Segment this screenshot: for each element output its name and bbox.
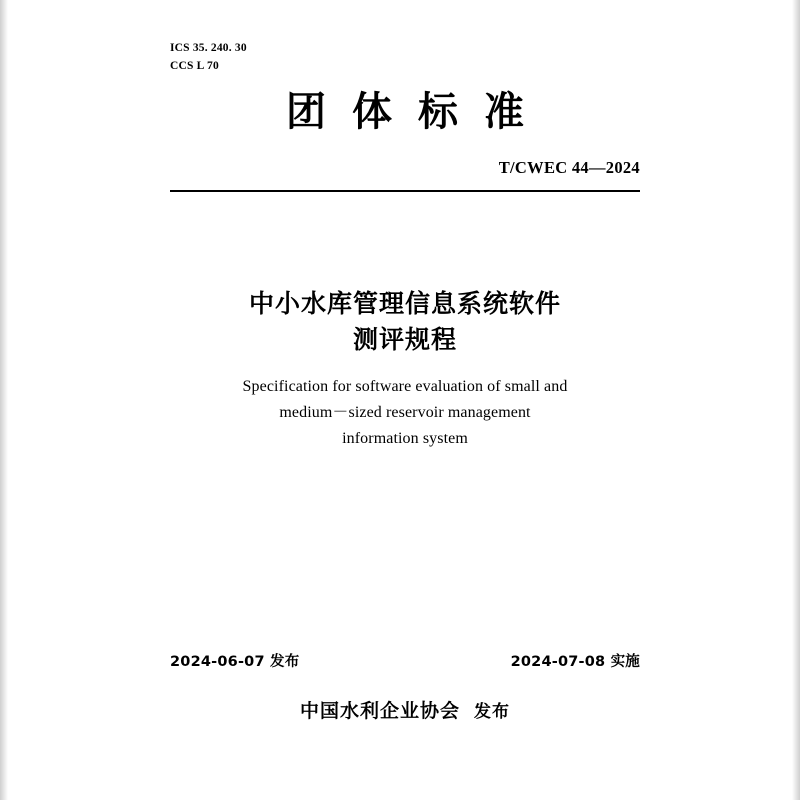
publisher-name: 中国水利企业协会 [299, 700, 460, 722]
implementation-date: 2024-07-08 实施 [510, 654, 640, 670]
classification-codes [170, 40, 247, 76]
title-english [188, 374, 622, 452]
title-english-line-3: information system [342, 429, 468, 447]
title-english-line-1: Specification for software evaluation of small and [242, 378, 568, 395]
publisher-suffix: 发布 [474, 702, 510, 722]
title-chinese [170, 286, 640, 359]
footer-dates [170, 650, 640, 671]
header-title: 团体标准 [286, 89, 550, 135]
page-right-edge [792, 0, 800, 800]
ccs-code: CCS L 70 [170, 59, 219, 72]
title-chinese-line-1: 中小水库管理信息系统软件 [248, 289, 561, 318]
title-chinese-line-2: 测评规程 [352, 325, 457, 355]
header-divider [170, 190, 640, 192]
ics-code: ICS 35. 240. 30 [170, 42, 247, 54]
cover-content [170, 0, 640, 800]
publisher-line [170, 696, 640, 723]
issue-date: 2024-06-07 发布 [170, 654, 300, 670]
title-english-line-2: medium－sized reservoir management [279, 403, 531, 421]
page-left-edge [0, 0, 8, 800]
standard-number: T/CWEC 44—2024 [498, 158, 640, 177]
